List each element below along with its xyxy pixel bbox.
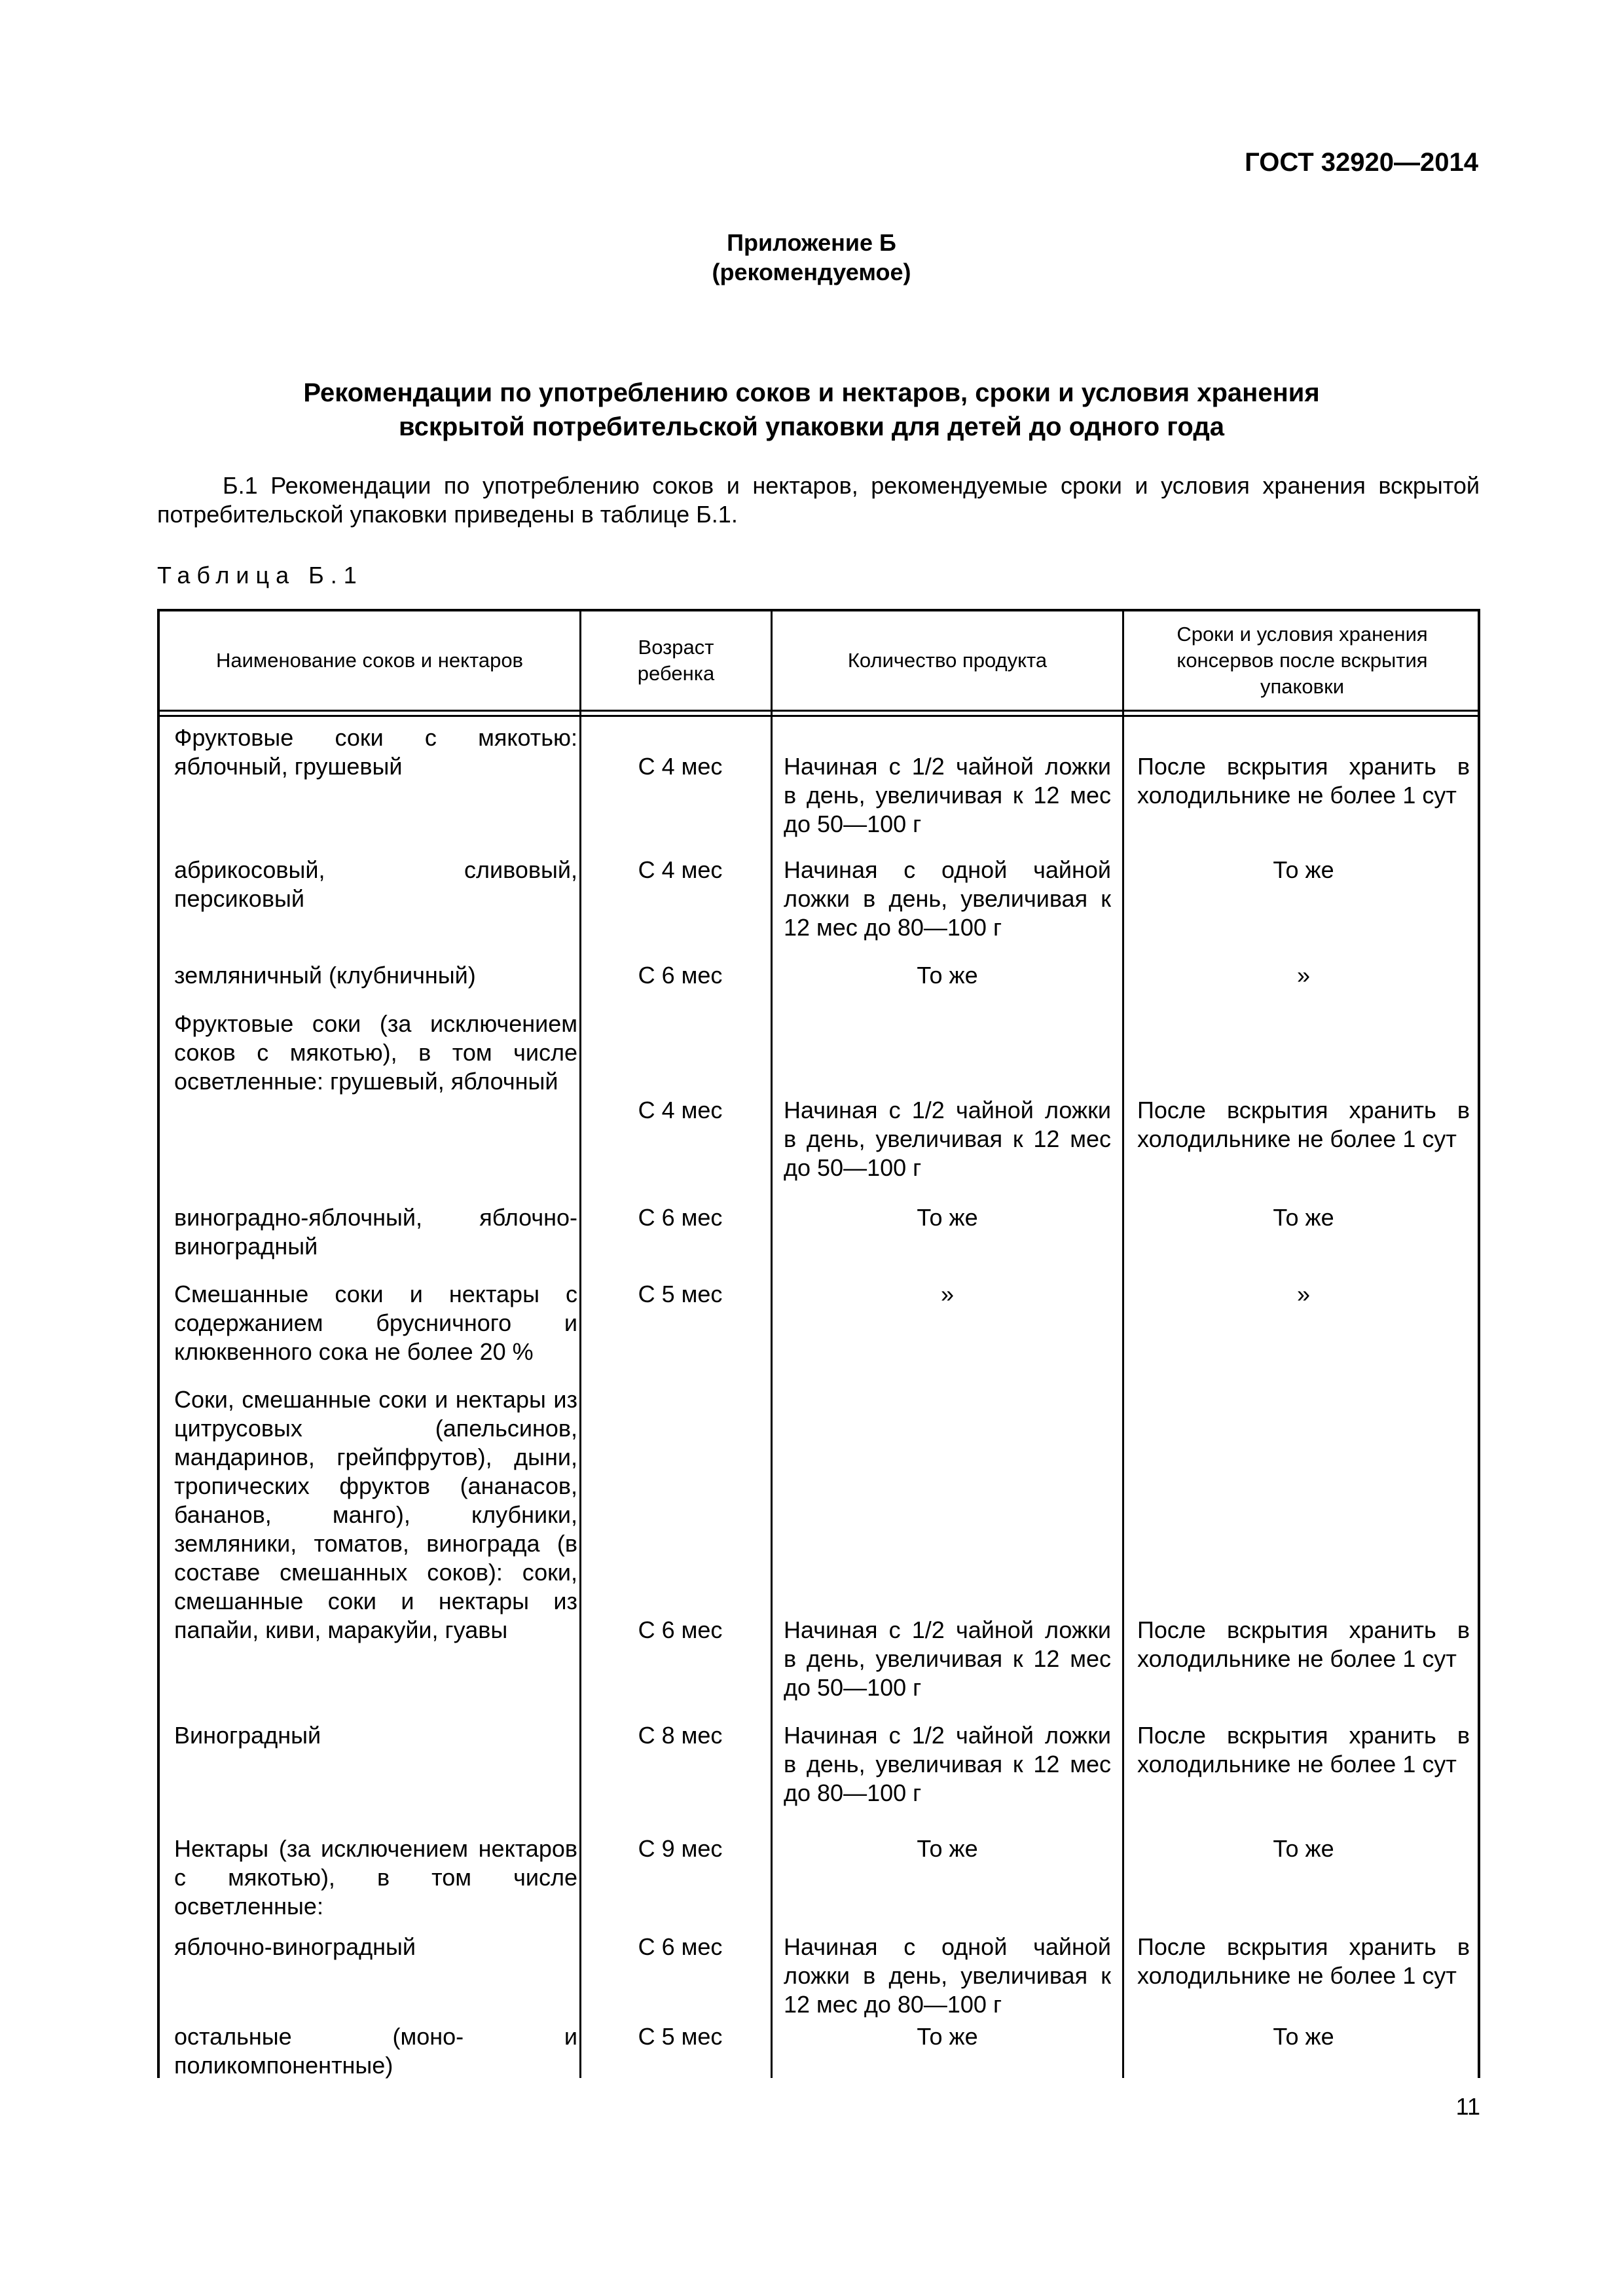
header-name: Наименование соков и нектаров: [215, 649, 524, 672]
cell-age: С 6 мес: [638, 1204, 723, 1231]
recommendations-table: [157, 609, 1480, 2078]
cell-age: С 5 мес: [638, 2023, 723, 2050]
header-age: Возраст ребенка: [637, 636, 715, 685]
cell-name: абрикосовый, сливовый, персиковый: [174, 856, 577, 912]
cell-quantity: Начиная с одной чайной ложки в день, увеличивая к 12 мес до 80—100 г: [784, 1933, 1111, 2018]
cell-name: Соки, смешанные соки и нектары из цитрусовых (апельсинов, мандаринов, грейпфрутов), дыни, тропических фруктов (ананасов, бананов, манго), клубники, земляники, томатов, винограда (в составе смешанных соков): соки, смешанные соки и нектары из папайи, киви, маракуйи, гуавы: [174, 1386, 577, 1643]
cell-age: С 4 мес: [638, 753, 723, 780]
cell-age: С 4 мес: [638, 856, 723, 883]
cell-quantity: То же: [917, 1835, 978, 1862]
cell-age: С 5 мес: [638, 1281, 723, 1307]
cell-quantity: Начиная с 1/2 чайной ложки в день, увеличивая к 12 мес до 50—100 г: [784, 1616, 1111, 1701]
appendix-title: Приложение Б: [727, 229, 896, 256]
table-label: Таблица Б.1: [157, 562, 363, 589]
cell-name: земляничный (клубничный): [174, 962, 476, 989]
header-divider: [160, 710, 1478, 712]
cell-age: С 4 мес: [638, 1097, 723, 1123]
column-divider: [771, 611, 773, 2078]
cell-name: остальные (моно- и поликомпонентные): [174, 2023, 577, 2079]
appendix-status: (рекомендуемое): [712, 259, 911, 285]
cell-name: Фруктовые соки (за исключением соков с мякотью), в том числе осветленные: грушевый, яблочный: [174, 1010, 577, 1095]
column-divider: [1122, 611, 1124, 2078]
cell-storage: То же: [1273, 2023, 1334, 2050]
cell-age: С 8 мес: [638, 1722, 723, 1749]
cell-age: С 6 мес: [638, 1616, 723, 1643]
cell-storage: То же: [1273, 1835, 1334, 1862]
cell-storage: То же: [1273, 856, 1334, 883]
cell-quantity: »: [940, 1281, 955, 1307]
section-heading: [0, 376, 1623, 444]
cell-name: яблочно-виноградный: [174, 1933, 416, 1960]
standard-number: ГОСТ 32920—2014: [1245, 148, 1478, 177]
cell-name: Фруктовые соки с мякотью: яблочный, грушевый: [174, 724, 577, 780]
cell-quantity: Начиная с 1/2 чайной ложки в день, увеличивая к 12 мес до 50—100 г: [784, 753, 1111, 837]
cell-name: виноградно-яблочный, яблочно-виноградный: [174, 1204, 577, 1260]
cell-name: Нектары (за исключением нектаров с мякотью), в том числе осветленные:: [174, 1835, 577, 1920]
cell-storage: После вскрытия хранить в холодильнике не более 1 сут: [1137, 1933, 1470, 1989]
header-storage: Сроки и условия хранения консервов после вскрытия упаковки: [1176, 623, 1428, 698]
page-number: 11: [1455, 2093, 1480, 2120]
section-heading-line-2: вскрытой потребительской упаковки для детей до одного года: [399, 412, 1224, 441]
cell-storage: После вскрытия хранить в холодильнике не более 1 сут: [1137, 1722, 1470, 1777]
header-quantity: Количество продукта: [847, 649, 1048, 672]
cell-storage: После вскрытия хранить в холодильнике не более 1 сут: [1137, 1616, 1470, 1672]
cell-quantity: Начиная с 1/2 чайной ложки в день, увеличивая к 12 мес до 50—100 г: [784, 1097, 1111, 1181]
cell-storage: То же: [1273, 1204, 1334, 1231]
header-divider: [160, 715, 1478, 717]
cell-storage: »: [1296, 1281, 1311, 1307]
cell-quantity: То же: [917, 962, 978, 989]
intro-paragraph: Б.1 Рекомендации по употреблению соков и нектаров, рекомендуемые сроки и условия хранения вскрытой потребительской упаковки приведены в таблице Б.1.: [157, 472, 1480, 528]
cell-name: Смешанные соки и нектары с содержанием брусничного и клюквенного сока не более 20 %: [174, 1281, 577, 1365]
appendix-title-block: [0, 228, 1623, 287]
cell-age: С 9 мес: [638, 1835, 723, 1862]
cell-name: Виноградный: [174, 1722, 321, 1749]
cell-age: С 6 мес: [638, 962, 723, 989]
cell-quantity: Начиная с одной чайной ложки в день, увеличивая к 12 мес до 80—100 г: [784, 856, 1111, 941]
cell-age: С 6 мес: [638, 1933, 723, 1960]
cell-quantity: То же: [917, 1204, 978, 1231]
cell-storage: »: [1296, 962, 1311, 989]
section-heading-line-1: Рекомендации по употреблению соков и нектаров, сроки и условия хранения: [303, 378, 1320, 407]
cell-storage: После вскрытия хранить в холодильнике не более 1 сут: [1137, 1097, 1470, 1152]
cell-quantity: То же: [917, 2023, 978, 2050]
cell-quantity: Начиная с 1/2 чайной ложки в день, увеличивая к 12 мес до 80—100 г: [784, 1722, 1111, 1806]
cell-storage: После вскрытия хранить в холодильнике не более 1 сут: [1137, 753, 1470, 809]
column-divider: [579, 611, 581, 2078]
